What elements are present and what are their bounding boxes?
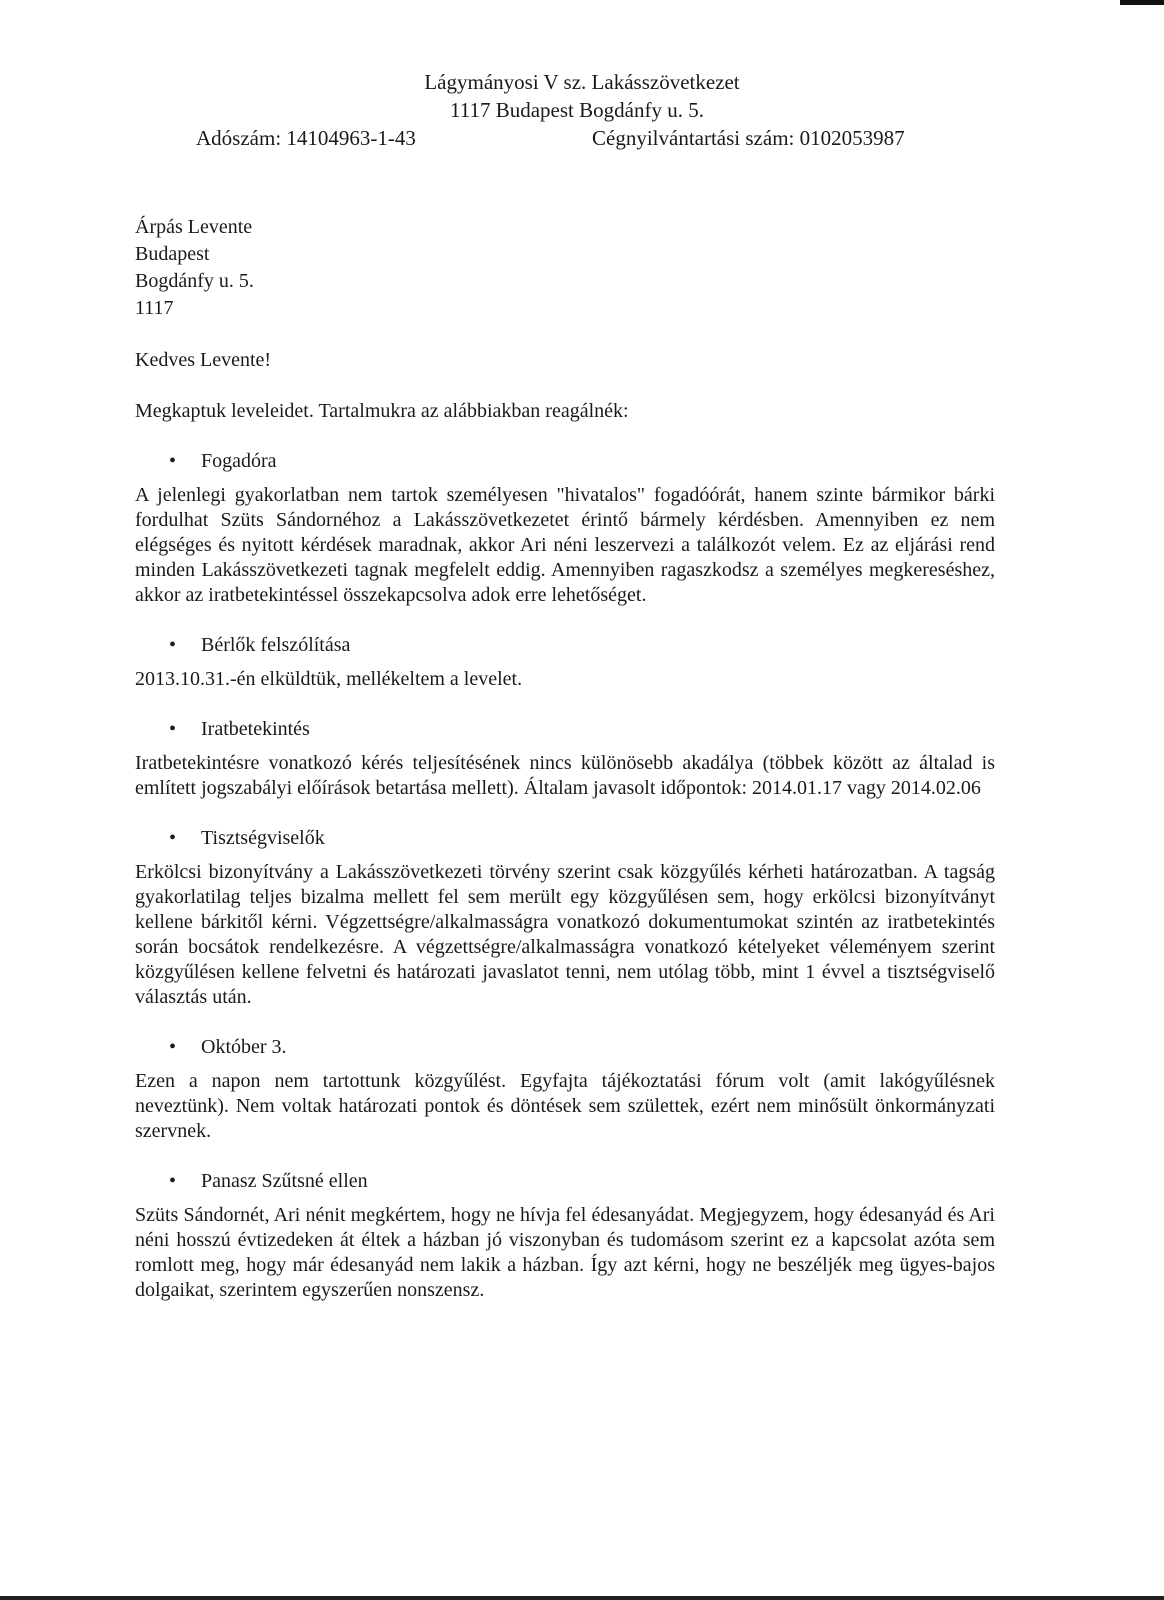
section-paragraph: A jelenlegi gyakorlatban nem tartok személyesen "hivatalos" fogadóórát, hanem szinte bármikor bárki fordulhat Szüts Sándornéhoz a Lakásszövetkezetet érintő bármely kérdésben. Amennyiben ez nem elégséges és nyitott kérdések maradnak, akkor Ari néni leszervezi a találkozót velem. Ez az eljárási rend minden Lakásszövetkezeti tagnak megfelelt eddig. Amennyiben ragaszkodsz a személyes megkereséshez, akkor az iratbetekintéssel összekapcsolva adok erre lehetőséget. — [135, 484, 995, 606]
scan-edge-mark-bottom — [0, 1596, 1164, 1600]
section-heading — [135, 1035, 995, 1060]
bullet-icon: • — [169, 634, 177, 656]
bullet-icon: • — [169, 1036, 177, 1058]
section-heading — [135, 1169, 995, 1194]
bullet-icon: • — [169, 718, 177, 740]
section-title: Iratbetekintés — [201, 718, 310, 740]
greeting: Kedves Levente! — [135, 349, 272, 371]
section-title: Október 3. — [201, 1036, 287, 1058]
section — [135, 826, 995, 1010]
organization-address: 1117 Budapest Bogdánfy u. 5. — [450, 98, 704, 122]
section-title: Fogadóra — [201, 450, 277, 472]
scan-edge-mark-top — [1120, 0, 1164, 5]
section-paragraph: 2013.10.31.-én elküldtük, mellékeltem a levelet. — [135, 668, 523, 690]
recipient-address — [135, 214, 995, 322]
intro-paragraph: Megkaptuk leveleidet. Tartalmukra az alábbiakban reagálnék: — [135, 400, 629, 422]
section-title: Panasz Szűtsné ellen — [201, 1170, 368, 1192]
section-paragraph: Iratbetekintésre vonatkozó kérés teljesítésének nincs különösebb akadálya (többek között az általad is említett jogszabályi előírások betartása mellett). Általam javasolt időpontok: 2014.01.17 vagy 2014.02.06 — [135, 752, 995, 799]
organization-ids — [0, 124, 1164, 152]
section — [135, 1169, 995, 1303]
tax-id: Adószám: 14104963-1-43 — [196, 126, 416, 150]
recipient-postcode: 1117 — [135, 297, 174, 319]
bullet-icon: • — [169, 827, 177, 849]
section-paragraph: Szüts Sándornét, Ari nénit megkértem, hogy ne hívja fel édesanyádat. Megjegyzem, hogy édesanyád és Ari néni hosszú évtizedeken át éltek a házban jó viszonyban és tudomásom szerint ez a kapcsolat azóta sem romlott meg, hogy már édesanyád nem lakik a házban. Így azt kérni, hogy ne beszéljék meg ügyes-bajos dolgaikat, szerintem egyszerűen nonszensz. — [135, 1204, 995, 1301]
letterhead — [0, 68, 1164, 152]
registry-number: Cégnyilvántartási szám: 0102053987 — [592, 126, 905, 150]
section-title: Bérlők felszólítása — [201, 634, 351, 656]
recipient-name: Árpás Levente — [135, 216, 253, 238]
section — [135, 633, 995, 692]
letter-body — [135, 214, 995, 1303]
section-paragraph: Ezen a napon nem tartottunk közgyűlést. Egyfajta tájékoztatási fórum volt (amit lakógyűlésnek neveztünk). Nem voltak határozati pontok és döntések sem születtek, ezért nem minősült önkormányzati szervnek. — [135, 1070, 995, 1142]
section-heading — [135, 633, 995, 658]
section-heading — [135, 449, 995, 474]
section — [135, 449, 995, 608]
section-paragraph: Erkölcsi bizonyítvány a Lakásszövetkezeti törvény szerint csak közgyűlés kérheti határozatban. A tagság gyakorlatilag teljes bizalma mellett fel sem merült egy közgyűlésen sem, hogy erkölcsi bizonyítványt kellene bárkitől kérni. Végzettségre/alkalmasságra vonatkozó dokumentumokat szintén az iratbetekintés során bocsátok rendelkezésre. A végzettségre/alkalmasságra vonatkozó kételyeket véleményem szerint közgyűlésen kellene felvetni és határozati javaslatot tenni, nem utólag több, mint 1 évvel a tisztségviselő választás után. — [135, 861, 995, 1008]
bullet-icon: • — [169, 450, 177, 472]
recipient-city: Budapest — [135, 243, 210, 265]
section-heading — [135, 717, 995, 742]
recipient-street: Bogdánfy u. 5. — [135, 270, 254, 292]
bullet-icon: • — [169, 1170, 177, 1192]
section — [135, 1035, 995, 1144]
section — [135, 717, 995, 801]
section-heading — [135, 826, 995, 851]
organization-name: Lágymányosi V sz. Lakásszövetkezet — [424, 70, 740, 94]
section-title: Tisztségviselők — [201, 827, 325, 849]
